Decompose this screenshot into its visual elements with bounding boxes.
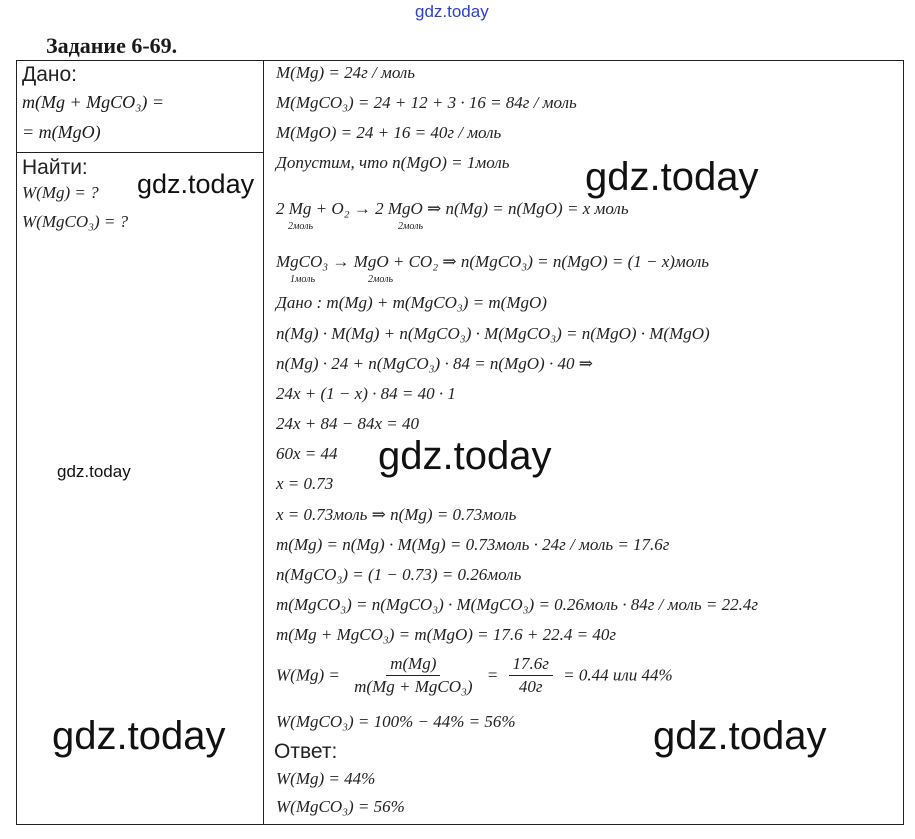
fraction-lhs: W(Mg) =: [276, 665, 340, 685]
answer-label: Ответ:: [274, 740, 338, 763]
solution-line-4: Допустим, что n(MgO) = 1моль: [276, 153, 510, 172]
find-label: Найти:: [22, 156, 88, 179]
solution-line-7: Дано : m(Mg) + m(MgCO₃) = m(MgO): [276, 293, 547, 312]
fraction-equals: =: [486, 665, 499, 685]
watermark-small-left: gdz.today: [57, 462, 131, 481]
solution-line-18: m(Mg + MgCO₃) = m(MgO) = 17.6 + 22.4 = 40г: [276, 625, 616, 644]
find-line-2: W(MgCO₃) = ?: [22, 212, 129, 231]
given-line-1: m(Mg + MgCO₃) =: [22, 92, 165, 112]
solution-line-6: MgCO₃ → MgO + CO₂ ⇒ n(MgCO₃) = n(MgO) = (1 − x)моль: [276, 252, 709, 271]
table-border-left: [16, 60, 17, 825]
given-line-2: = m(MgO): [22, 122, 101, 142]
solution-line-2: M(MgCO₃) = 24 + 12 + 3 · 16 = 84г / моль: [276, 93, 577, 112]
solution-line-6-note-a: 1моль: [290, 274, 316, 285]
given-label: Дано:: [22, 63, 78, 86]
fraction-1-denominator: m(Mg + MgCO₃): [354, 677, 473, 696]
solution-line-14: x = 0.73моль ⇒ n(Mg) = 0.73моль: [276, 505, 517, 524]
solution-line-1: M(Mg) = 24г / моль: [276, 63, 416, 82]
fraction-2-numerator: 17.6г: [509, 654, 553, 676]
solution-line-11: 24x + 84 − 84x = 40: [276, 414, 420, 433]
watermark-bottom-right: gdz.today: [653, 714, 827, 758]
watermark-bottom-left: gdz.today: [52, 714, 226, 758]
solution-line-6-note-b: 2моль: [368, 274, 394, 285]
solution-line-16: n(MgCO₃) = (1 − 0.73) = 0.26моль: [276, 565, 522, 584]
solution-line-12: 60x = 44: [276, 444, 338, 463]
table-column-divider: [263, 60, 264, 825]
table-border-bottom: [16, 824, 904, 825]
solution-line-15: m(Mg) = n(Mg) · M(Mg) = 0.73моль · 24г / моль = 17.6г: [276, 535, 670, 554]
solution-line-5: 2 Mg + O₂ → 2 MgO ⇒ n(Mg) = n(MgO) = x моль: [276, 199, 629, 218]
fraction-2-denominator: 40г: [518, 677, 543, 696]
table-border-right: [903, 60, 904, 825]
watermark-top: gdz.today: [415, 2, 489, 21]
fraction-1-numerator: m(Mg): [386, 654, 440, 676]
given-find-divider: [16, 152, 263, 153]
solution-line-5-note-b: 2моль: [398, 221, 424, 232]
fraction-2: [509, 654, 553, 697]
find-line-1: W(Mg) = ?: [22, 183, 99, 202]
answer-line-1: W(Mg) = 44%: [276, 769, 376, 788]
watermark-mid-left: gdz.today: [137, 169, 255, 199]
table-border-top: [16, 60, 904, 61]
solution-line-17: m(MgCO₃) = n(MgCO₃) · M(MgCO₃) = 0.26моль · 84г / моль = 22.4г: [276, 595, 759, 614]
solution-fraction-line: [276, 654, 673, 697]
solution-line-9: n(Mg) · 24 + n(MgCO₃) · 84 = n(MgO) · 40 ⇒: [276, 354, 593, 373]
solution-line-20: W(MgCO₃) = 100% − 44% = 56%: [276, 712, 516, 731]
solution-line-5-note-a: 2моль: [288, 221, 314, 232]
solution-line-3: M(MgO) = 24 + 16 = 40г / моль: [276, 123, 502, 142]
fraction-1: [350, 654, 476, 697]
watermark-mid-right: gdz.today: [585, 155, 759, 199]
watermark-center: gdz.today: [378, 434, 552, 478]
solution-line-10: 24x + (1 − x) · 84 = 40 · 1: [276, 384, 456, 403]
answer-line-2: W(MgCO₃) = 56%: [276, 797, 405, 816]
task-title: Задание 6-69.: [46, 33, 178, 58]
solution-line-13: x = 0.73: [276, 474, 334, 493]
fraction-rhs: = 0.44 или 44%: [563, 665, 673, 685]
solution-line-8: n(Mg) · M(Mg) + n(MgCO₃) · M(MgCO₃) = n(MgO) · M(MgO): [276, 324, 710, 343]
